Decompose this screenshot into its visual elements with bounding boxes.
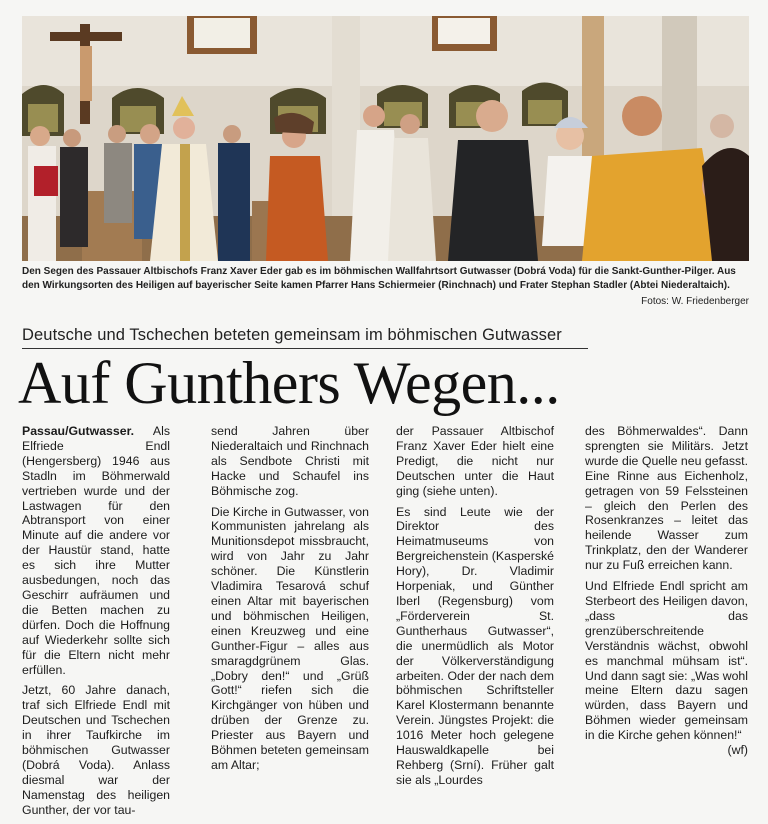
article-headline: Auf Gunthers Wegen... xyxy=(18,350,560,416)
photo-caption: Den Segen des Passauer Altbischofs Franz Xaver Eder gab es im böhmischen Wallfahrtsort Gutwasser (Dobrá Voda) für die Sankt-Gunther-Pilger. Aus den Wirkungsorten des Heiligen auf bayerischer Seite kamen Pfarrer Hans Schiermeier (Rinchnach) und Frater Stephan Stadler (Abtei Niederaltaich). xyxy=(22,266,736,291)
photo-credit: Fotos: W. Friedenberger xyxy=(641,296,749,307)
paragraph: Die Kirche in Gutwasser, von Kommunisten jahrelang als Munitionsdepot missbraucht, wird von Jahr zu Jahr schöner. Die Künstlerin Vladimira Tesarová schuf einen Altar mit bayerischen und böhmischen Heiligen, einen Kreuzweg und eine Gunther-Figur – alles aus smaragdgrünem Glas. „Dobry den!“ und „Grüß Gott!“ riefen sich die Kirchgänger von hüben und drüben der Grenze zu. Priester aus Bayern und Böhmen beteten gemeinsam am Altar; xyxy=(211,504,369,772)
paragraph: des Böhmerwaldes“. Dann sprengten sie Militärs. Jetzt wurde die Quelle neu gefasst. Eine Rinne aus Eichenholz, getragen von 59 Felssteinen – gleich den Perlen des Rosenkranzes – leitet das heilende Wasser zum Trinkplatz, den der Wanderer nur zu Fuß erreichen kann. xyxy=(585,424,748,573)
article-column-1 xyxy=(22,424,170,824)
article-column-4 xyxy=(585,424,748,758)
paragraph: send Jahren über Niederaltaich und Rinchnach als Sendbote Christi mit Hacke und Schaufel ins Böhmische zog. xyxy=(211,424,369,498)
dateline: Passau/Gutwasser. xyxy=(22,424,135,438)
paragraph: Es sind Leute wie der Direktor des Heimatmuseums von Bergreichenstein (Kasperské Hory), Dr. Vladimir Horpeniak, und Günther Iberl (Regensburg) vom „Förderverein St. Guntherhaus Gutwasser“, die unermüdlich als Motor der Völkerverständigung arbeiten. Oder der nach dem böhmischen Schriftsteller Karel Klostermann benannte Verein. Jüngstes Projekt: die 1016 Meter hoch gelegene Hauswaldkapelle bei Rehberg (Srní). Früher galt sie als „Lourdes xyxy=(396,504,554,787)
paragraph xyxy=(22,424,170,677)
article-column-2 xyxy=(211,424,369,779)
paragraph: Jetzt, 60 Jahre danach, traf sich Elfriede Endl mit Deutschen und Tschechen in ihrer Taufkirche im böhmischen Gutwasser (Dobrá Voda). Anlass diesmal war der Namenstag des heiligen Gunther, der vor tau- xyxy=(22,683,170,817)
article-subhead: Deutsche und Tschechen beteten gemeinsam im böhmischen Gutwasser xyxy=(22,326,562,344)
author-signature: (wf) xyxy=(727,743,748,758)
article-column-3 xyxy=(396,424,554,794)
church-interior-photo-icon xyxy=(22,16,749,261)
paragraph: der Passauer Altbischof Franz Xaver Eder hielt eine Predigt, die nicht nur Deutschen unter die Haut ging (siehe unten). xyxy=(396,424,554,498)
paragraph-text: Als Elfriede Endl (Hengersberg) 1946 aus Stadln im Böhmerwald vertrieben wurde und der Lastwagen für den Abtransport von einer Minute auf die andere vor der Haustür stand, hatte es sich ihre Mutter ausbedungen, noch das Geschirr aufräumen und die Betten machen zu dürfen. Doch die Hoffnung auf Wiederkehr sollte sich für die Eltern nicht mehr erfüllen. xyxy=(22,424,170,677)
church-interior-photo xyxy=(22,16,749,261)
paragraph xyxy=(585,579,748,758)
paragraph-text: Und Elfriede Endl spricht am Sterbeort des Heiligen davon, „dass das grenzüberschreitende Verständnis wächst, obwohl es manchmal mühsam ist“. Und dann sagt sie: „Was wohl meine Eltern dazu sagen würden, dass Bayern und Böhmen wieder gemeinsam in die Kirche gehen können!“ xyxy=(585,579,748,743)
